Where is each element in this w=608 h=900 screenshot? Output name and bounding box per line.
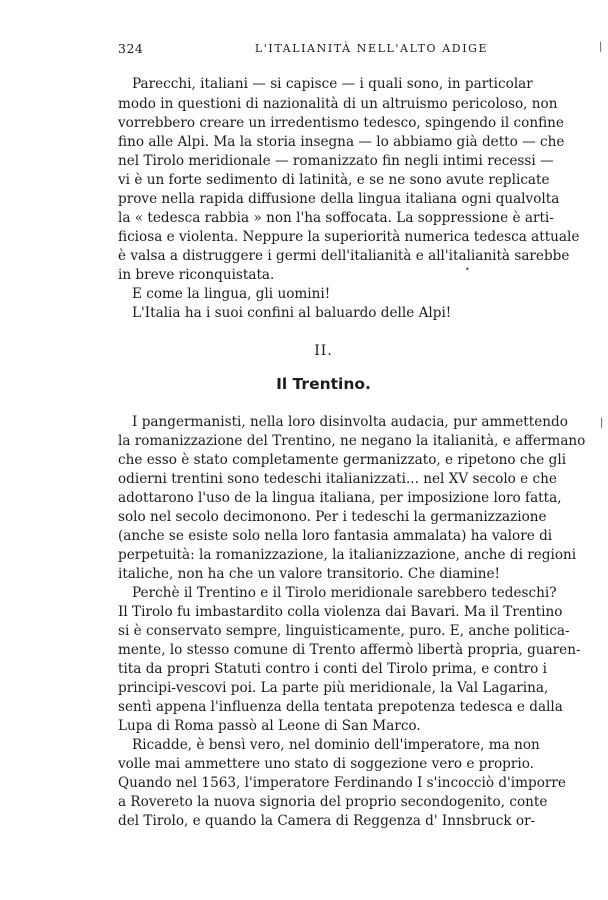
- scan-mark: |: [600, 417, 604, 428]
- para5-line: Lupa di Roma passò al Leone di San Marco.: [118, 718, 421, 734]
- para6-line: del Tirolo, e quando la Camera di Reggenza d' Innsbruck or-: [118, 813, 536, 829]
- para1-line: ficiosa e violenta. Neppure la superiorità numerica tedesca attuale: [118, 229, 580, 245]
- para1-line: prove nella rapida diffusione della lingua italiana ogni qualvolta: [118, 191, 560, 207]
- ink-dot: •: [465, 265, 470, 274]
- para6-line: a Rovereto la nuova signoria del proprio secondogenito, conte: [118, 794, 548, 810]
- para5-line: Perchè il Trentino e il Tirolo meridionale sarebbero tedeschi?: [132, 585, 557, 601]
- para1-line: Parecchi, italiani — si capisce — i quali sono, in particolar: [132, 76, 533, 92]
- para1-line: modo in questioni di nazionalità di un altruismo pericoloso, non: [118, 96, 558, 112]
- para5-line: Il Tirolo fu imbastardito colla violenza dai Bavari. Ma il Trentino: [118, 604, 563, 620]
- para5-line: principi-vescovi poi. La parte più meridionale, la Val Lagarina,: [118, 680, 549, 696]
- para1-line: vorrebbero creare un irredentismo tedesco, spingendo il confine: [118, 115, 564, 131]
- para4-line: che esso è stato completamente germanizzato, e ripetono che gli: [118, 452, 567, 468]
- para4-line: odierni trentini sono tedeschi italianizzati... nel XV secolo e che: [118, 471, 557, 487]
- page-number: 324: [118, 41, 144, 56]
- running-title: L'ITALIANITÀ NELL'ALTO ADIGE: [254, 42, 489, 55]
- running-head: [118, 40, 530, 58]
- para4-line: solo nel secolo decimonono. Per i tedeschi la germanizzazione: [118, 509, 547, 525]
- para5-line: mente, lo stesso comune di Trento affermò libertà propria, guaren-: [118, 642, 581, 658]
- para1-line: vi è un forte sedimento di latinità, e se ne sono avute replicate: [118, 172, 550, 188]
- scan-mark: |: [599, 41, 603, 52]
- para4-line: (anche se esiste solo nella loro fantasia ammalata) ha valore di: [118, 528, 553, 544]
- para5-line: si è conservato sempre, linguisticamente, puro. E, anche politica-: [118, 623, 570, 639]
- para3-line: L'Italia ha i suoi confini al baluardo delle Alpi!: [132, 305, 452, 321]
- para5-line: tita da propri Statuti contro i conti del Tirolo prima, e contro i: [118, 661, 547, 677]
- para6-line: volle mai ammettere uno stato di soggezione vero e proprio.: [118, 756, 534, 772]
- para1-line: la « tedesca rabbia » non l'ha soffocata. La soppressione è arti-: [118, 210, 554, 226]
- para4-line: adottarono l'uso de la lingua italiana, per imposizione loro fatta,: [118, 490, 562, 506]
- para4-line: la romanizzazione del Trentino, ne negano la italianità, e affermano: [118, 433, 586, 449]
- para1-line: fino alle Alpi. Ma la storia insegna — lo abbiamo già detto — che: [118, 134, 565, 150]
- para1-line: in breve riconquistata.: [118, 267, 275, 283]
- para2-line: E come la lingua, gli uomini!: [132, 286, 331, 302]
- para4-line: I pangermanisti, nella loro disinvolta audacia, pur ammettendo: [132, 414, 568, 430]
- section-number: II.: [314, 343, 333, 359]
- para6-line: Quando nel 1563, l'imperatore Ferdinando I s'incocciò d'imporre: [118, 775, 566, 791]
- para6-line: Ricadde, è bensì vero, nel dominio dell'imperatore, ma non: [132, 737, 540, 753]
- para1-line: è valsa a distruggere i germi dell'italianità e all'italianità sarebbe: [118, 248, 570, 264]
- para5-line: sentì appena l'influenza della tentata prepotenza tedesca e dalla: [118, 699, 563, 715]
- para4-line: italiche, non ha che un valore transitorio. Che diamine!: [118, 566, 501, 582]
- para1-line: nel Tirolo meridionale — romanizzato fin negli intimi recessi —: [118, 153, 554, 169]
- para4-line: perpetuità: la romanizzazione, la italianizzazione, anche di regioni: [118, 547, 577, 563]
- section-title: Il Trentino.: [276, 375, 371, 393]
